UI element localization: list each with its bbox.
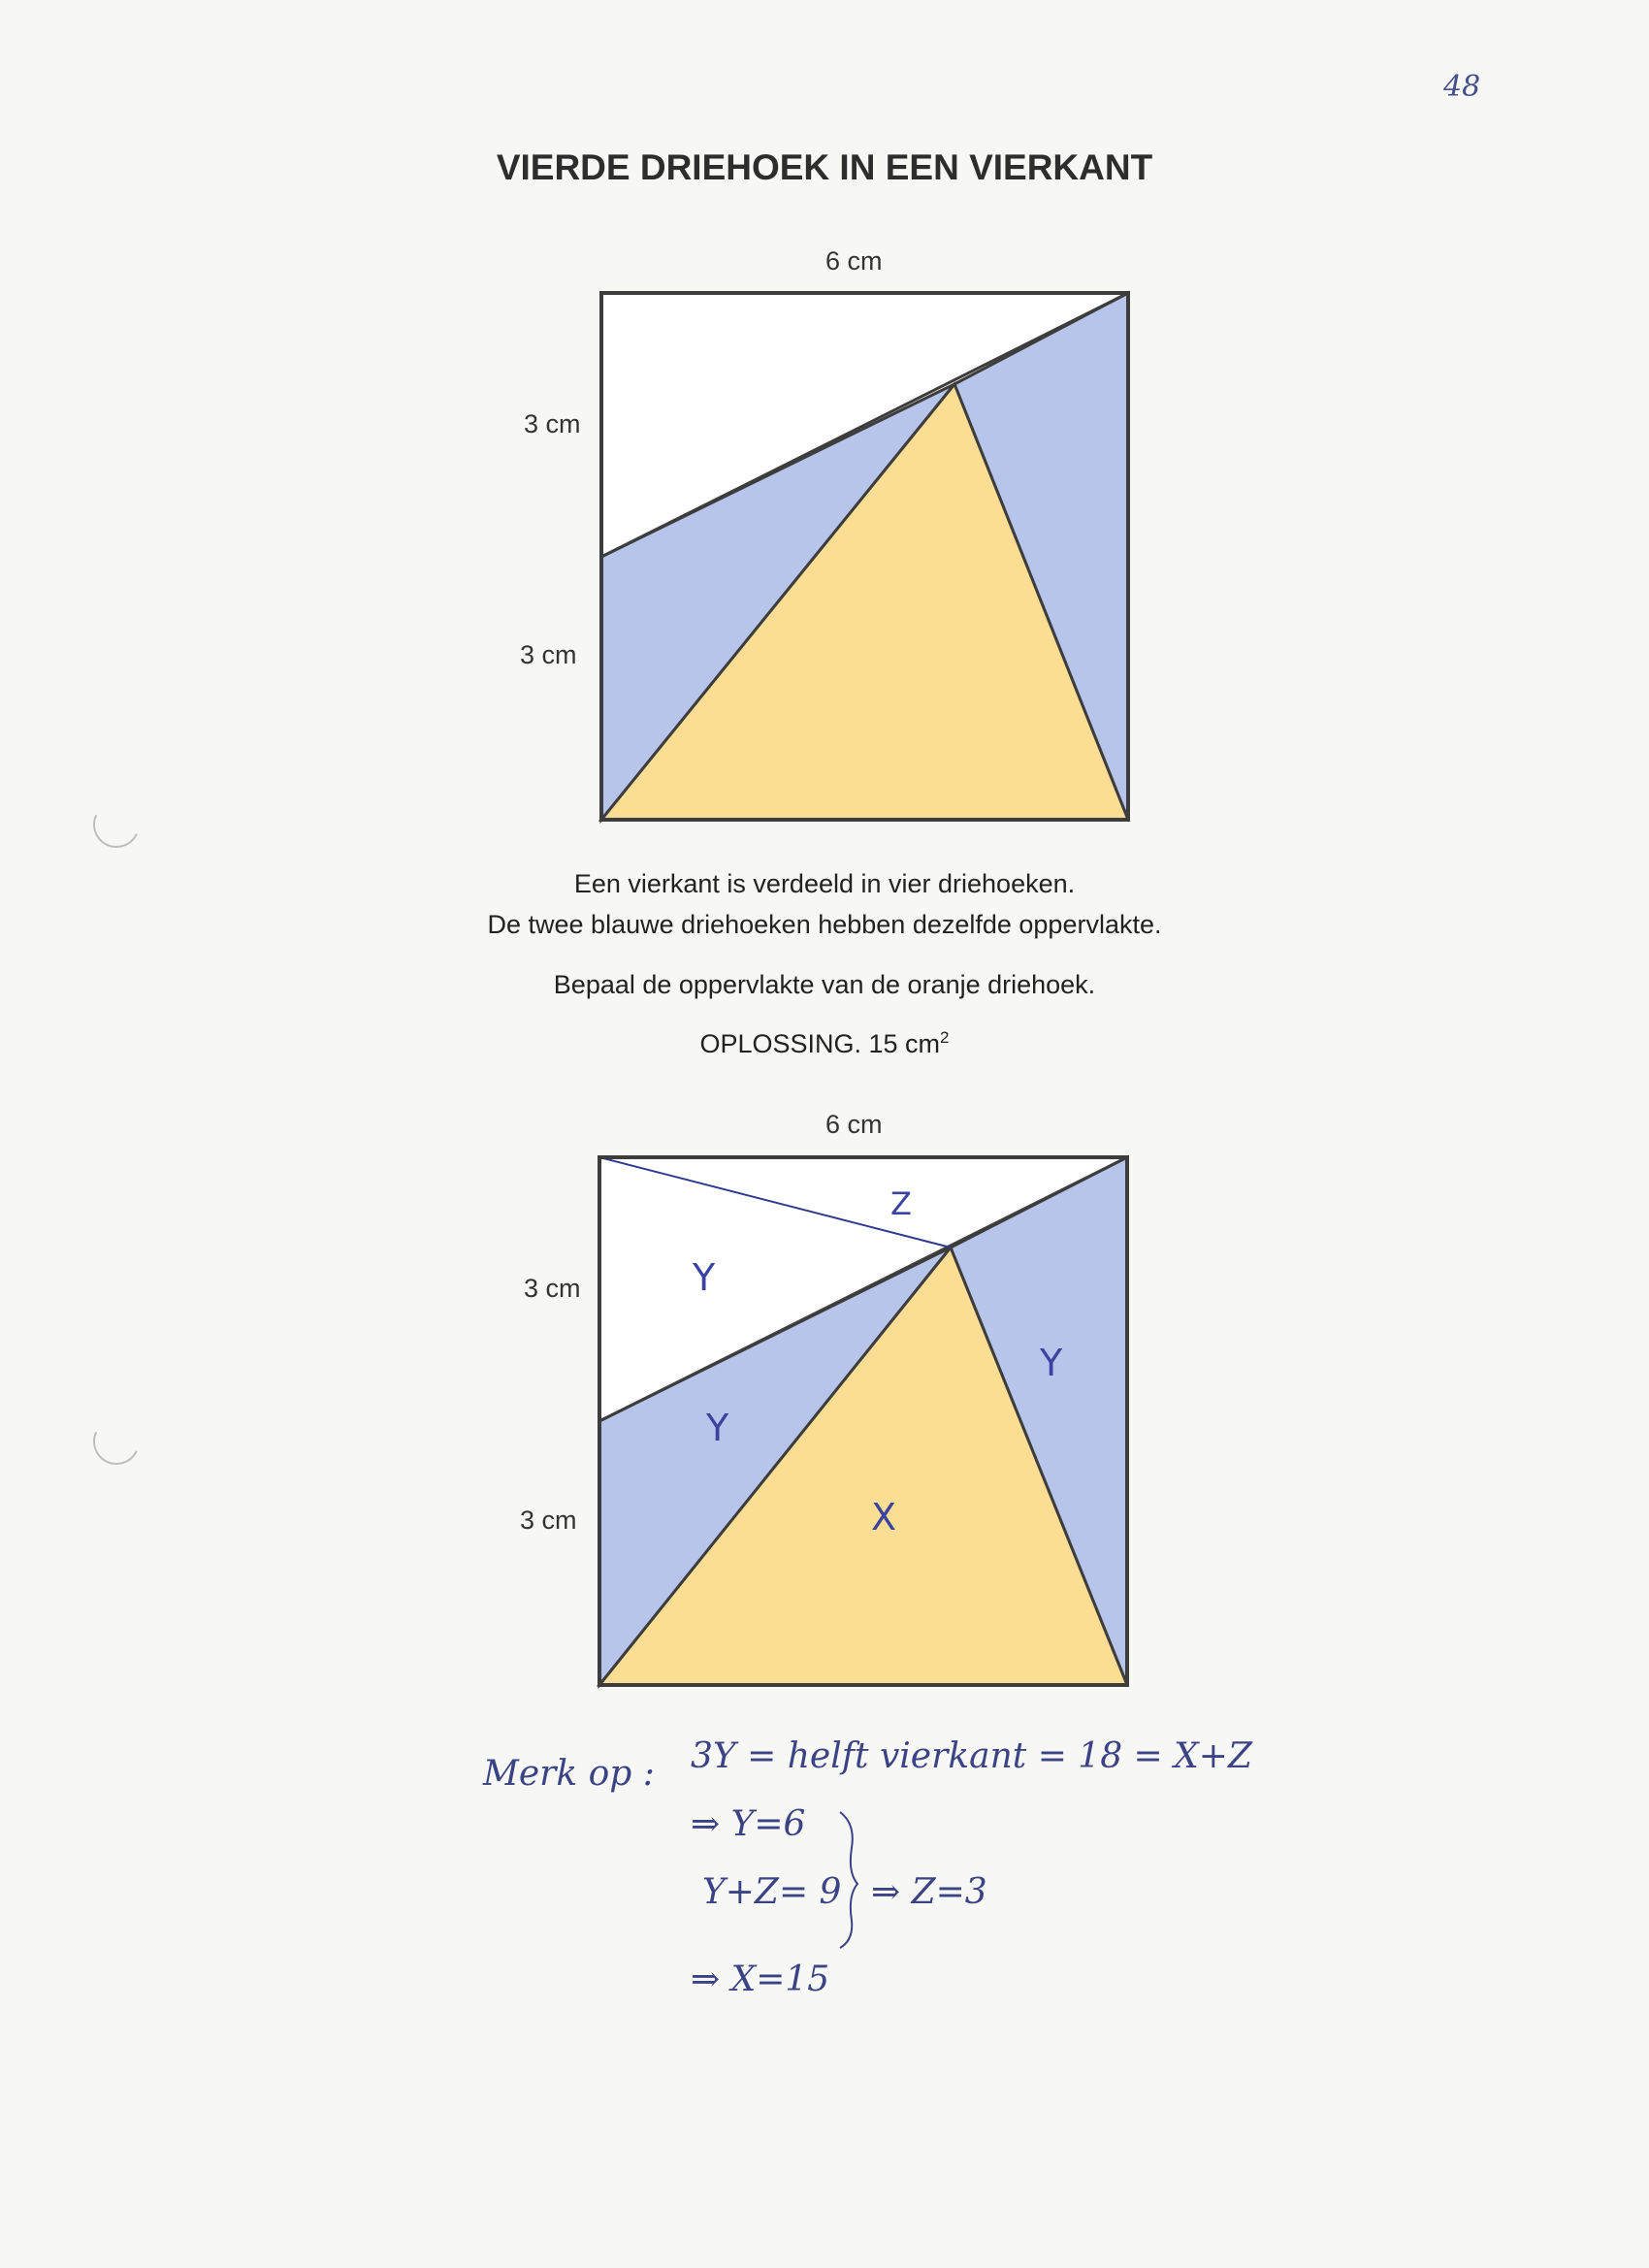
region-label-z: Z <box>890 1185 912 1222</box>
handwritten-line-2: ⇒ Y=6 <box>691 1804 806 1844</box>
figure1-top-label: 6 cm <box>825 246 883 275</box>
figure2-left-upper-label: 3 cm <box>524 1274 581 1303</box>
figure1-square-diagram <box>601 293 1128 820</box>
handwritten-line-4: ⇒ X=15 <box>691 1960 830 1999</box>
page-title: VIERDE DRIEHOEK IN EEN VIERKANT <box>496 147 1153 187</box>
figure1-left-lower-label: 3 cm <box>520 640 577 669</box>
figure2-top-label: 6 cm <box>825 1110 883 1139</box>
solution-superscript: 2 <box>940 1028 950 1047</box>
handwritten-line-3: Y+Z= 9 <box>702 1872 842 1912</box>
region-label-y-blue-right: Y <box>1040 1342 1063 1384</box>
region-label-x: X <box>871 1496 897 1539</box>
region-label-y-white: Y <box>693 1256 716 1299</box>
page-number: 48 <box>1443 70 1481 104</box>
region-label-y-blue-left: Y <box>706 1407 729 1449</box>
handwritten-brace <box>840 1812 857 1948</box>
solution-text: OPLOSSING. 15 cm <box>699 1029 941 1058</box>
problem-line-2: De twee blauwe driehoeken hebben dezelfde oppervlakte. <box>487 910 1162 939</box>
figure2-left-lower-label: 3 cm <box>520 1506 577 1535</box>
figure2-square-diagram <box>599 1157 1127 1685</box>
handwritten-intro: Merk op : <box>483 1754 655 1794</box>
problem-question: Bepaal de oppervlakte van de oranje driehoek. <box>553 970 1096 999</box>
solution-line <box>0 1028 1649 1059</box>
handwritten-line-1: 3Y = helft vierkant = 18 = X+Z <box>691 1736 1252 1776</box>
figure1-left-upper-label: 3 cm <box>524 409 581 438</box>
handwritten-line-3-result: ⇒ Z=3 <box>871 1872 987 1912</box>
problem-line-1: Een vierkant is verdeeld in vier driehoeken. <box>573 869 1076 898</box>
